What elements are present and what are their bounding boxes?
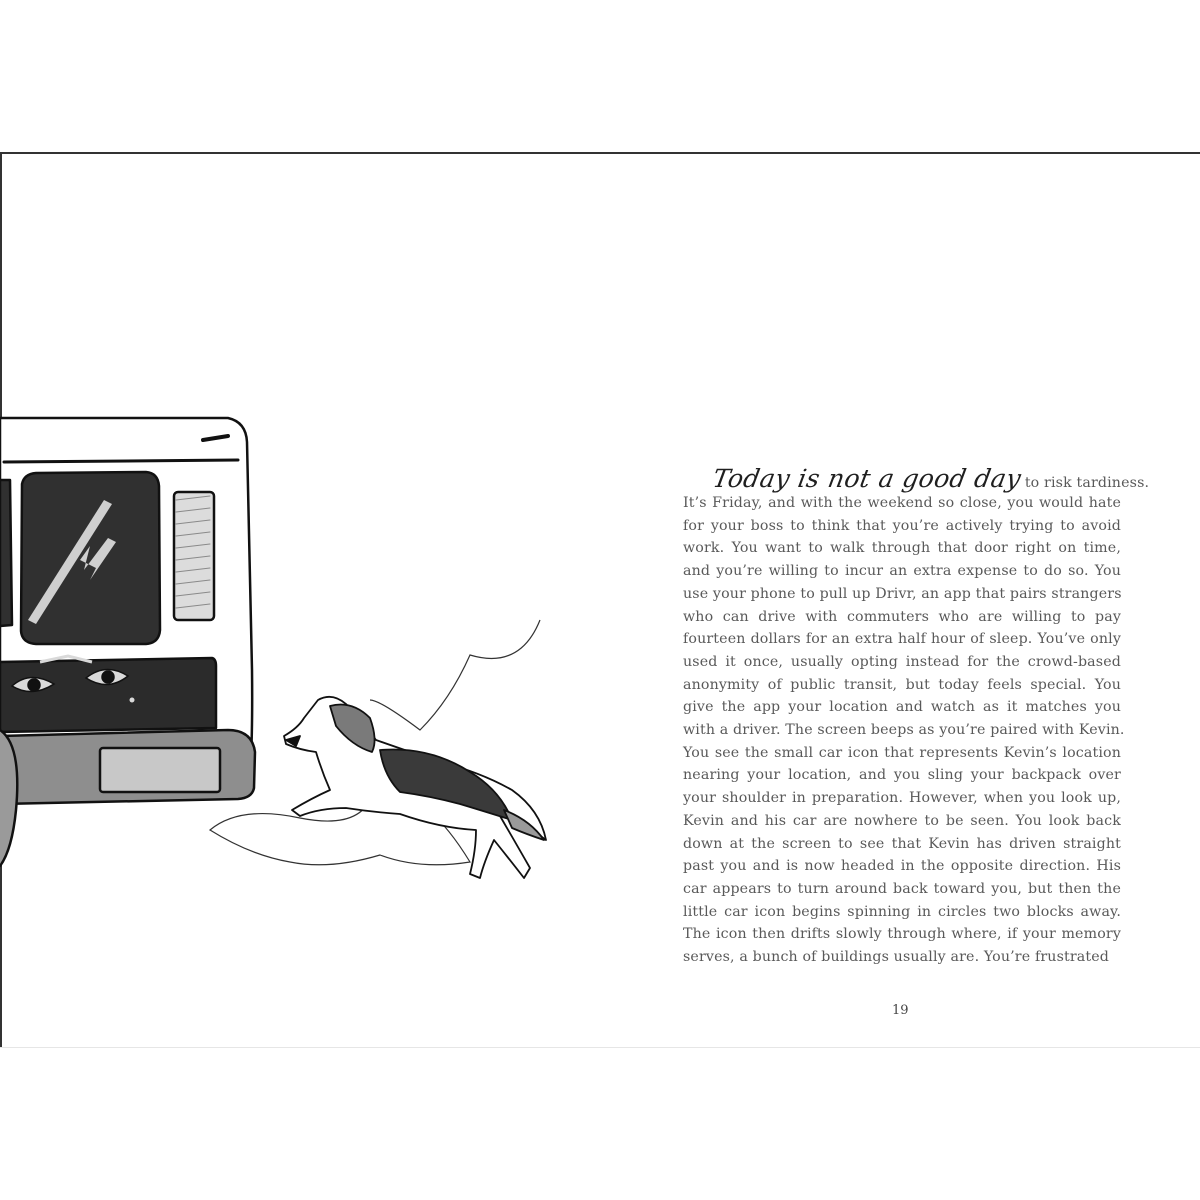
text-line: The icon then drifts slowly through where, if your memory <box>683 926 1121 943</box>
text-line: serves, a bunch of buildings usually are. You’re frustrated <box>683 949 1110 966</box>
text-line: little car icon begins spinning in circles two blocks away. <box>683 903 1121 920</box>
handwritten-lead-in: Today is not a good day <box>710 464 1024 493</box>
text-line: anonymity of public transit, but today feels special. You <box>683 676 1121 693</box>
text-line: and you’re willing to incur an extra expense to do so. You <box>683 563 1121 580</box>
lead-in-continuation: to risk tardiness. <box>1024 475 1150 491</box>
text-line: down at the screen to see that Kevin has driven straight <box>683 835 1121 852</box>
bus-and-wolf-illustration <box>0 400 560 900</box>
text-line: work. You want to walk through that door right on time, <box>683 540 1121 557</box>
text-line: nearing your location, and you sling your backpack over <box>683 767 1121 784</box>
page-bottom-edge <box>0 1047 1200 1048</box>
text-line: use your phone to pull up Drivr, an app that pairs strangers <box>683 585 1122 602</box>
body-text <box>683 458 1150 969</box>
page-number: 19 <box>892 1003 909 1018</box>
text-line: Kevin and his car are nowhere to be seen. You look back <box>683 812 1121 829</box>
text-line: used it once, usually opting instead for the crowd-based <box>683 653 1121 670</box>
text-line: car appears to turn around back toward you, but then the <box>683 880 1121 897</box>
text-line: who can drive with commuters who are willing to pay <box>683 608 1121 625</box>
text-line: past you and is now headed in the opposite direction. His <box>683 858 1121 875</box>
text-line: You see the small car icon that represents Kevin’s location <box>683 744 1121 761</box>
text-line: with a driver. The screen beeps as you’re paired with Kevin. <box>683 722 1125 739</box>
bus-rear-drawing <box>0 418 255 866</box>
text-line: give the app your location and watch as it matches you <box>683 699 1121 716</box>
text-line: for your boss to think that you’re actively trying to avoid <box>683 517 1121 534</box>
opening-line <box>683 458 1150 493</box>
text-line: your shoulder in preparation. However, when you look up, <box>683 790 1121 807</box>
text-line: fourteen dollars for an extra half hour of sleep. You’ve only <box>683 631 1121 648</box>
text-line: It’s Friday, and with the weekend so close, you would hate <box>683 495 1121 511</box>
